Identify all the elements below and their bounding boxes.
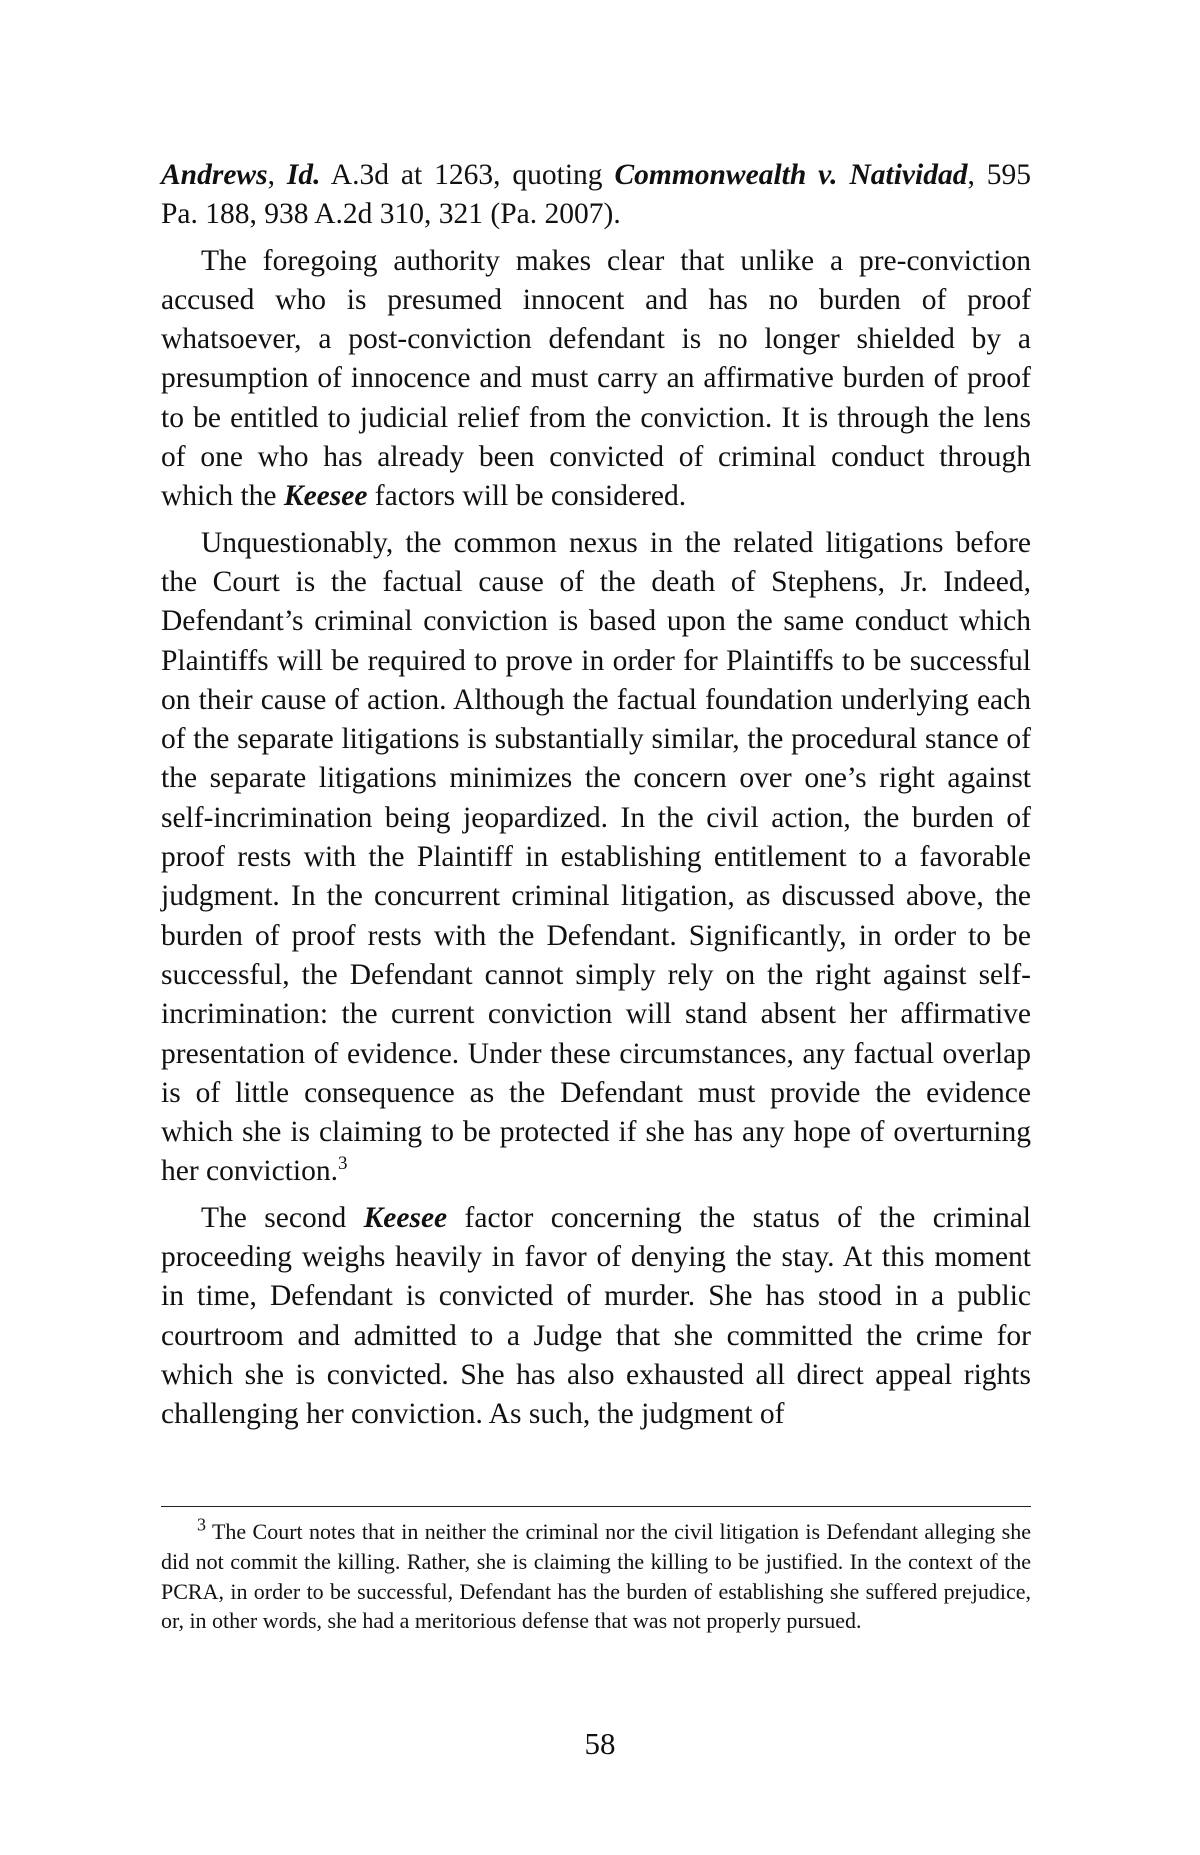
- footnote-text: The Court notes that in neither the criminal nor the civil litigation is Defendant alleging she did not commit the killing. Rather, she is claiming the killing to be justified. In the context of the PCRA, in order to be successful, Defendant has the burden of establishing she suffered prejudice, or, in other words, she had a meritorious defense that was not properly pursued.: [161, 1519, 1031, 1634]
- paragraph: [161, 524, 1031, 1192]
- paragraph: [161, 1199, 1031, 1435]
- emphasis: [287, 159, 321, 191]
- text-run: ,: [267, 159, 287, 191]
- page-number: 58: [584, 1726, 616, 1761]
- text-run: factors will be considered.: [367, 480, 687, 513]
- text-run: A.3d at 1263, quoting: [320, 159, 615, 191]
- text-run: The foregoing authority makes clear that unlike a pre-conviction accused who is presumed innocent and has no burden of proof whatsoever, a post-conviction defendant is no longer shielded by a presumption of innocence and must carry an affirmative burden of proof to be entitled to judicial relief from the conviction. It is through the lens of one who has already been convicted of criminal conduct through which the: [161, 244, 1031, 513]
- footnote-divider: [161, 1506, 1031, 1507]
- text-run: The second: [201, 1201, 364, 1234]
- case-citation: Andrews: [161, 159, 268, 191]
- case-citation: Commonwealth v. Natividad: [614, 159, 968, 191]
- text-run: , 595 Pa. 188, 938 A.2d 310, 321 (Pa. 2007).: [161, 159, 1031, 231]
- footnote-marker: 3: [197, 1514, 206, 1535]
- body-text: [161, 156, 1031, 1435]
- text-run: Unquestionably, the common nexus in the related litigations before the Court is the factual cause of the death of Stephens, Jr. Indeed, Defendant’s criminal conviction is based upon the same conduct which Plaintiffs will be required to prove in order for Plaintiffs to be successful on their cause of action. Although the factual foundation underlying each of the separate litigations is substantially similar, the procedural stance of the separate litigations minimizes the concern over one’s right against self-incrimination being jeopardized. In the civil action, the burden of proof rests with the Plaintiff in establishing entitlement to a favorable judgment. In the concurrent criminal litigation, as discussed above, the burden of proof rests with the Defendant. Significantly, in order to be successful, the Defendant cannot simply rely on the right against self-incrimination: the current conviction will stand absent her affirmative presentation of evidence. Under these circumstances, any factual overlap is of little consequence as the Defendant must provide the evidence which she is claiming to be protected if she has any hope of overturning her conviction.: [161, 526, 1031, 1188]
- emphasis: [161, 159, 268, 191]
- case-citation: Keesee: [363, 1201, 448, 1234]
- page-content: [161, 156, 1031, 1442]
- emphasis: [614, 159, 967, 191]
- paragraph: [161, 156, 1031, 235]
- footnote-reference: 3: [337, 1153, 348, 1175]
- footnote: [161, 1514, 1031, 1636]
- footnote-3: [161, 1514, 1031, 1636]
- text-run: factor concerning the status of the criminal proceeding weighs heavily in favor of denying the stay. At this moment in time, Defendant is convicted of murder. She has stood in a public courtroom and admitted to a Judge that she committed the crime for which she is convicted. She has also exhausted all direct appeal rights challenging her conviction. As such, the judgment of: [161, 1201, 1031, 1431]
- paragraph: [161, 242, 1031, 517]
- emphasis: [364, 1202, 448, 1234]
- case-citation: Id.: [286, 159, 321, 191]
- case-citation: Keesee: [283, 480, 368, 513]
- emphasis: [284, 480, 368, 512]
